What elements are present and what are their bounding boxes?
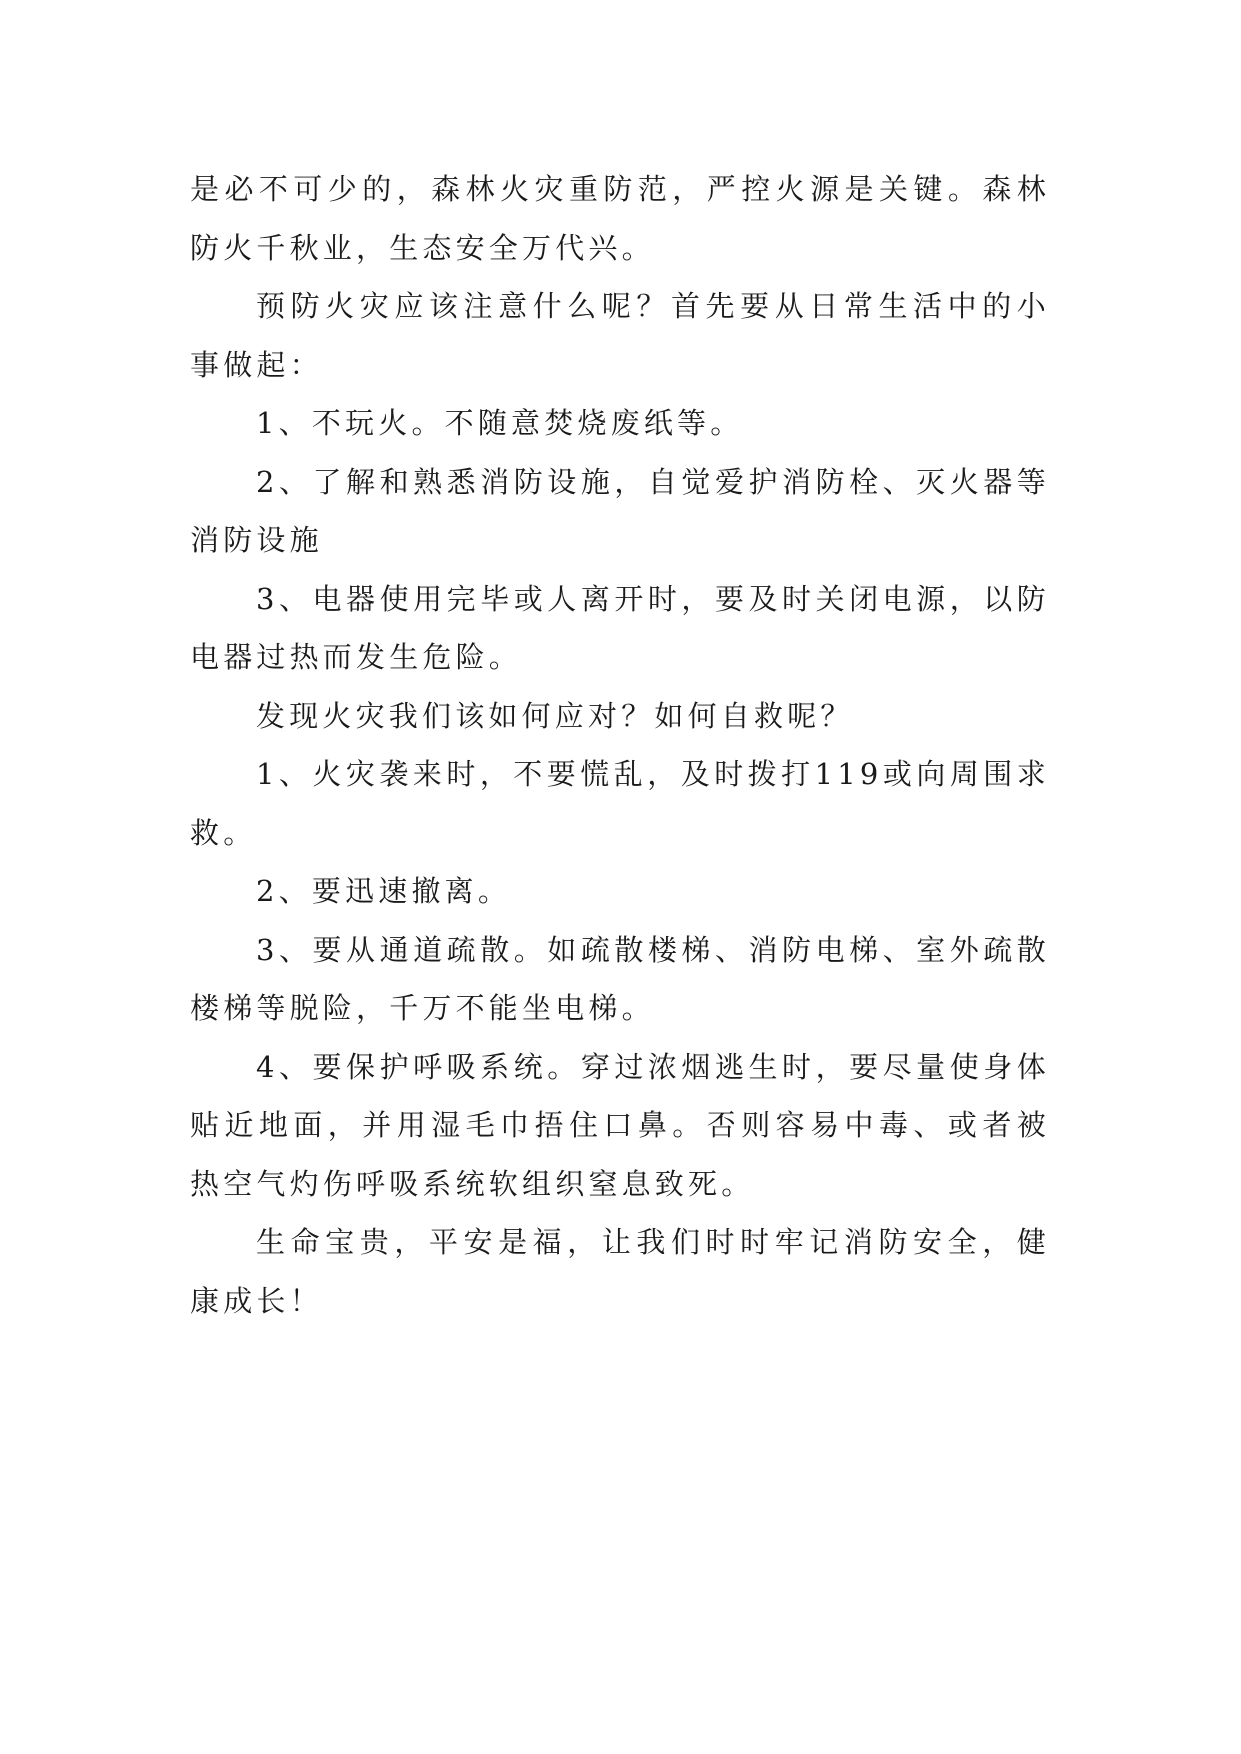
paragraph-prevention-item-2: 2、了解和熟悉消防设施，自觉爱护消防栓、灭火器等消防设施: [190, 464, 1050, 557]
paragraph-response-intro: 发现火灾我们该如何应对？如何自救呢？: [256, 698, 854, 733]
paragraph-prevention-item-3: 3、电器使用完毕或人离开时，要及时关闭电源，以防电器过热而发生危险。: [190, 581, 1050, 674]
paragraph-response-item-2: 2、要迅速撤离。: [256, 874, 512, 908]
paragraph-response-item-3: 3、要从通道疏散。如疏散楼梯、消防电梯、室外疏散楼梯等脱险，千万不能坐电梯。: [190, 932, 1050, 1025]
paragraph-prevention-item-1: 1、不玩火。不随意焚烧废纸等。: [256, 406, 744, 440]
paragraph-prevention-intro: 预防火灾应该注意什么呢？首先要从日常生活中的小事做起：: [190, 289, 1050, 382]
paragraph-response-item-4: 4、要保护呼吸系统。穿过浓烟逃生时，要尽量使身体贴近地面，并用湿毛巾捂住口鼻。否则容易中毒、或者被热空气灼伤呼吸系统软组织窒息致死。: [190, 1049, 1050, 1201]
paragraph-closing: 生命宝贵，平安是福，让我们时时牢记消防安全，健康成长！: [190, 1225, 1050, 1318]
paragraph-forest-fire-prevention: 是必不可少的，森林火灾重防范，严控火源是关键。森林防火千秋业，生态安全万代兴。: [190, 172, 1050, 265]
paragraph-response-item-1: 1、火灾袭来时，不要慌乱，及时拨打119或向周围求救。: [190, 757, 1050, 850]
document-body: [190, 160, 1050, 1330]
